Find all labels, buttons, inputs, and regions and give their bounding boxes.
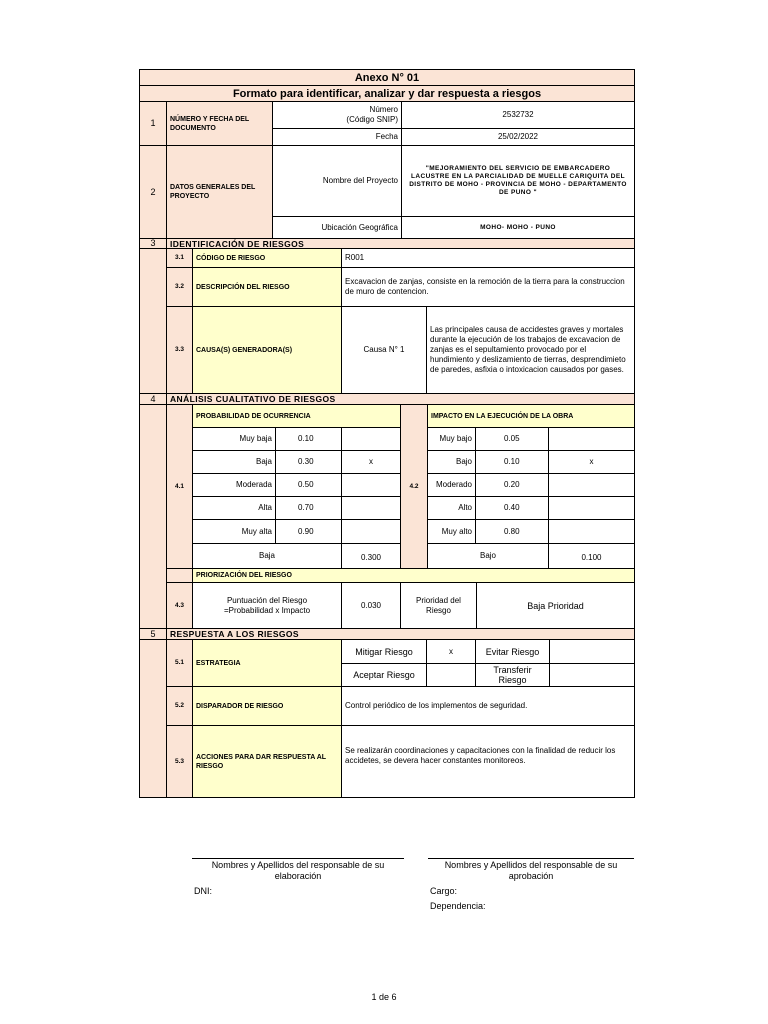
mitigar-riesgo-mark: x <box>426 639 476 664</box>
impact-label: Muy alto <box>427 519 476 544</box>
impact-value: 0.80 <box>475 519 549 544</box>
aceptar-riesgo-option: Aceptar Riesgo <box>341 663 427 687</box>
dependencia-label: Dependencia: <box>430 901 486 911</box>
signature-right-title: Nombres y Apellidos del responsable de su aprobación <box>444 860 618 881</box>
prob-mark <box>341 473 401 497</box>
impact-label: Moderado <box>427 473 476 497</box>
prob-value: 0.10 <box>275 427 342 451</box>
numero-label: Número (Código SNIP) <box>272 101 402 129</box>
row-5-3-number: 5.3 <box>166 725 193 798</box>
row-4-1-number: 4.1 <box>166 404 193 569</box>
prob-mark: x <box>341 450 401 474</box>
prob-label: Baja <box>192 450 276 474</box>
row-3-2-number: 3.2 <box>166 267 193 307</box>
estrategia-label: ESTRATEGIA <box>192 639 342 687</box>
section-3-label: IDENTIFICACIÓN DE RIESGOS <box>166 238 635 249</box>
section-3-left-gutter <box>139 248 167 394</box>
form-title: Anexo N° 01 <box>139 69 635 86</box>
prob-mark <box>341 496 401 520</box>
section-1-label: NÚMERO Y FECHA DEL DOCUMENTO <box>166 101 273 146</box>
section-4-number: 4 <box>139 393 167 405</box>
row-5-2-number: 5.2 <box>166 686 193 726</box>
descripcion-riesgo-label: DESCRIPCIÓN DEL RIESGO <box>192 267 342 307</box>
row-5-1-number: 5.1 <box>166 639 193 687</box>
section-1-number: 1 <box>139 101 167 146</box>
puntuacion-label: Puntuación del Riesgo =Probabilidad x Impacto <box>192 582 342 629</box>
section-5-number: 5 <box>139 628 167 640</box>
codigo-riesgo-label: CÓDIGO DE RIESGO <box>192 248 342 268</box>
impact-mark <box>548 496 635 520</box>
section-4-label: ANÁLISIS CUALITATIVO DE RIESGOS <box>166 393 635 405</box>
prob-value: 0.30 <box>275 450 342 474</box>
prob-label: Muy baja <box>192 427 276 451</box>
section-4-left-gutter <box>139 404 167 629</box>
signature-line-right <box>428 858 634 859</box>
causa-descripcion: Las principales causa de accidestes graves y mortales durante la ejecución de los trabajos de excavacion de zanjas es el sepultamiento provocado por el hundimiento y deslizamiento de tierras, desprendimieto de paredes, asfixia o intoxicacion causados por gases. <box>426 306 635 394</box>
puntuacion-value: 0.030 <box>341 582 401 629</box>
acciones-value: Se realizarán coordinaciones y capacitaciones con la finalidad de reducir los accidetes, se devera hacer constantes monitoreos. <box>341 725 635 798</box>
prob-value: 0.70 <box>275 496 342 520</box>
acciones-label: ACCIONES PARA DAR RESPUESTA AL RIESGO <box>192 725 342 798</box>
nombre-proyecto-value: "MEJORAMIENTO DEL SERVICIO DE EMBARCADERO LACUSTRE EN LA PARCIALIDAD DE MUELLE CARIQUITA DEL DISTRITO DE MOHO - PROVINCIA DE MOHO - DEPARTAMENTO DE PUNO " <box>401 145 635 217</box>
probabilidad-result-value: 0.300 <box>341 543 401 569</box>
dni-label: DNI: <box>194 886 212 896</box>
nombre-proyecto-label: Nombre del Proyecto <box>272 145 402 217</box>
priorizacion-header: PRIORIZACIÓN DEL RIESGO <box>192 568 635 583</box>
aceptar-riesgo-mark <box>426 663 476 687</box>
cargo-label: Cargo: <box>430 886 458 896</box>
ubicacion-value: MOHO- MOHO - PUNO <box>401 216 635 239</box>
impact-mark: x <box>548 450 635 474</box>
prob-label: Muy alta <box>192 519 276 544</box>
row-4-2-number: 4.2 <box>400 404 428 569</box>
disparador-label: DISPARADOR DE RIESGO <box>192 686 342 726</box>
impact-mark <box>548 519 635 544</box>
prioridad-value: Baja Prioridad <box>476 582 635 629</box>
page-number: 1 de 6 <box>371 992 397 1002</box>
ubicacion-label: Ubicación Geográfica <box>272 216 402 239</box>
impact-mark <box>548 473 635 497</box>
signature-line-left <box>192 858 404 859</box>
section-5-label: RESPUESTA A LOS RIESGOS <box>166 628 635 640</box>
impact-label: Muy bajo <box>427 427 476 451</box>
causa-numero: Causa N° 1 <box>341 306 427 394</box>
evitar-riesgo-mark <box>549 639 635 664</box>
impact-value: 0.20 <box>475 473 549 497</box>
impact-value: 0.40 <box>475 496 549 520</box>
impacto-result-label: Bajo <box>427 543 549 569</box>
impact-label: Bajo <box>427 450 476 474</box>
fecha-value: 25/02/2022 <box>401 128 635 146</box>
prob-label: Moderada <box>192 473 276 497</box>
causas-label: CAUSA(S) GENERADORA(S) <box>192 306 342 394</box>
probabilidad-result-label: Baja <box>192 543 342 569</box>
impact-mark <box>548 427 635 451</box>
section-5-left-gutter <box>139 639 167 798</box>
impact-value: 0.05 <box>475 427 549 451</box>
row-4-3-number-top <box>166 568 193 583</box>
transferir-riesgo-mark <box>549 663 635 687</box>
mitigar-riesgo-option: Mitigar Riesgo <box>341 639 427 664</box>
impacto-header: IMPACTO EN LA EJECUCIÓN DE LA OBRA <box>427 404 635 428</box>
prob-mark <box>341 427 401 451</box>
impacto-result-value: 0.100 <box>548 543 635 569</box>
transferir-riesgo-option: Transferir Riesgo <box>475 663 550 687</box>
section-3-number: 3 <box>139 238 167 249</box>
impact-label: Alto <box>427 496 476 520</box>
prob-value: 0.90 <box>275 519 342 544</box>
row-3-3-number: 3.3 <box>166 306 193 394</box>
form-subtitle: Formato para identificar, analizar y dar respuesta a riesgos <box>139 85 635 102</box>
prioridad-label: Prioridad del Riesgo <box>400 582 477 629</box>
prob-label: Alta <box>192 496 276 520</box>
prob-mark <box>341 519 401 544</box>
descripcion-riesgo-value: Excavacion de zanjas, consiste en la remoción de la tierra para la construccion de muro de contencion. <box>341 267 635 307</box>
probabilidad-header: PROBABILIDAD DE OCURRENCIA <box>192 404 401 428</box>
codigo-riesgo-value: R001 <box>341 248 635 268</box>
numero-value: 2532732 <box>401 101 635 129</box>
prob-value: 0.50 <box>275 473 342 497</box>
disparador-value: Control periódico de los implementos de seguridad. <box>341 686 635 726</box>
impact-value: 0.10 <box>475 450 549 474</box>
signature-left-title: Nombres y Apellidos del responsable de su elaboración <box>211 860 385 881</box>
evitar-riesgo-option: Evitar Riesgo <box>475 639 550 664</box>
row-4-3-number: 4.3 <box>166 582 193 629</box>
section-2-label: DATOS GENERALES DEL PROYECTO <box>166 145 273 239</box>
fecha-label: Fecha <box>272 128 402 146</box>
section-2-number: 2 <box>139 145 167 239</box>
row-3-1-number: 3.1 <box>166 248 193 268</box>
risk-form <box>139 69 635 798</box>
